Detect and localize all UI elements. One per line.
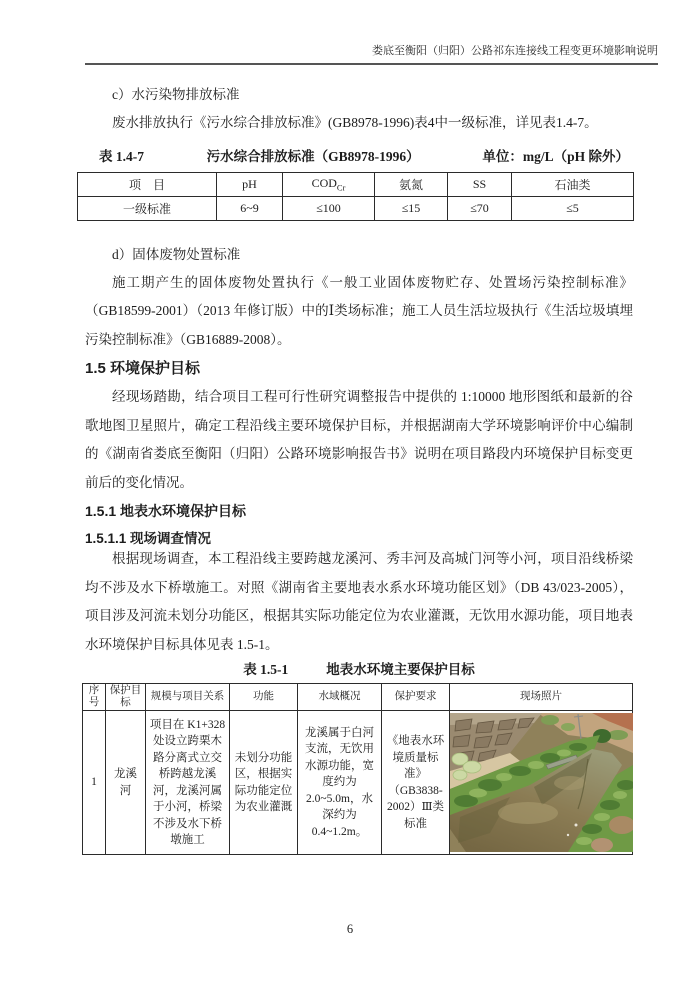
table-1-4-7 [77, 172, 634, 221]
heading-d-solid-waste: d）固体废物处置标准 [112, 246, 241, 262]
cod-subscript: Cr [336, 182, 346, 193]
page-content [85, 80, 633, 855]
cell-ss-value: ≤70 [448, 196, 512, 220]
col-header-water-overview: 水域概况 [298, 684, 382, 711]
table-1-5-1 [82, 683, 633, 855]
col-header-target: 保护目标 [106, 684, 146, 711]
cell-requirement: 《地表水环境质量标准》（GB3838-2002）Ⅲ类标准 [382, 711, 450, 855]
heading-1-5-1-1: 1.5.1.1 现场调查情况 [85, 531, 212, 546]
paragraph-solid-waste: 施工期产生的固体废物处置执行《一般工业固体废物贮存、处置场污染控制标准》（GB18599-2001）（2013 年修订版）中的Ⅰ类场标准；施工人员生活垃圾执行《生活垃圾填埋污染控制标准》（GB16889-2008）。 [85, 274, 633, 347]
cell-cod-value: ≤100 [283, 196, 375, 220]
header-title: 娄底至衡阳（归阳）公路祁东连接线工程变更环境影响说明 [372, 45, 658, 57]
table-1-4-7-caption [85, 142, 633, 172]
cell-no: 1 [83, 711, 106, 855]
cell-ammonia-value: ≤15 [375, 196, 448, 220]
col-header-function: 功能 [230, 684, 298, 711]
paragraph-wastewater-standard: 废水排放执行《污水综合排放标准》(GB8978-1996)表4中一级标准，详见表1.4-7。 [112, 115, 598, 130]
col-header-ss: SS [448, 172, 512, 196]
cell-oil-value: ≤5 [512, 196, 634, 220]
col-header-photo: 现场照片 [450, 684, 633, 711]
cell-site-photo [450, 711, 633, 855]
cell-water-overview: 龙溪属于白河支流，无饮用水源功能，宽度约为 2.0~5.0m，水深约为 0.4~1.2m。 [298, 711, 382, 855]
heading-1-5: 1.5 环境保护目标 [85, 360, 201, 377]
page-number: 6 [346, 922, 354, 936]
col-header-requirement: 保护要求 [382, 684, 450, 711]
cell-target: 龙溪河 [106, 711, 146, 855]
paragraph-1-5: 经现场踏勘，结合项目工程可行性研究调整报告中提供的 1:10000 地形图纸和最新的谷歌地图卫星照片，确定工程沿线主要环境保护目标，并根据湖南大学环境影响评价中心编制的《湖南省娄底至衡阳（归阳）公路环境影响报告书》说明在项目路段内环境保护目标变更前后的变化情况。 [85, 389, 633, 490]
table-1-5-1-title: 地表水环境主要保护目标 [326, 662, 475, 677]
col-header-no: 序号 [83, 684, 106, 711]
table-1-5-1-label: 表 1.5-1 [243, 662, 289, 677]
page-header [85, 42, 658, 65]
table-1-4-7-unit: 单位：mg/L（pH 除外） [482, 148, 629, 164]
table-1-5-1-data-row [83, 711, 633, 855]
col-header-cod [283, 172, 375, 196]
col-header-oil: 石油类 [512, 172, 634, 196]
col-header-ammonia: 氨氮 [375, 172, 448, 196]
col-header-ph: pH [217, 172, 283, 196]
river-photo-illustration [450, 713, 633, 852]
table-1-4-7-header-row [78, 172, 634, 196]
table-1-4-7-data-row [78, 196, 634, 220]
table-1-4-7-label: 表 1.4-7 [99, 148, 144, 164]
cell-grade-label: 一级标准 [78, 196, 217, 220]
table-1-5-1-caption [85, 657, 633, 683]
paragraph-1-5-1-1: 根据现场调查，本工程沿线主要跨越龙溪河、秀丰河及高城门河等小河，项目沿线桥梁均不涉及水下桥墩施工。对照《湖南省主要地表水系水环境功能区划》（DB 43/023-2005），项目涉及河流未划分功能区，根据其实际功能定位为农业灌溉，无饮用水源功能，项目地表水环境保护目标具体见表 1.5-1。 [85, 551, 633, 652]
cell-scale: 项目在 K1+328 处设立跨栗木路分离式立交桥跨越龙溪河，龙溪河属于小河，桥梁不涉及水下桥墩施工 [146, 711, 230, 855]
cod-label: COD [311, 175, 337, 190]
table-1-5-1-header-row [83, 684, 633, 711]
cell-ph-value: 6~9 [217, 196, 283, 220]
col-header-scale: 规模与项目关系 [146, 684, 230, 711]
heading-c-water-pollutant: c）水污染物排放标准 [112, 87, 240, 102]
table-1-4-7-title: 污水综合排放标准（GB8978-1996） [206, 148, 420, 164]
cell-function: 未划分功能区，根据实际功能定位为农业灌溉 [230, 711, 298, 855]
heading-1-5-1: 1.5.1 地表水环境保护目标 [85, 503, 247, 519]
col-header-item: 项 目 [78, 172, 217, 196]
